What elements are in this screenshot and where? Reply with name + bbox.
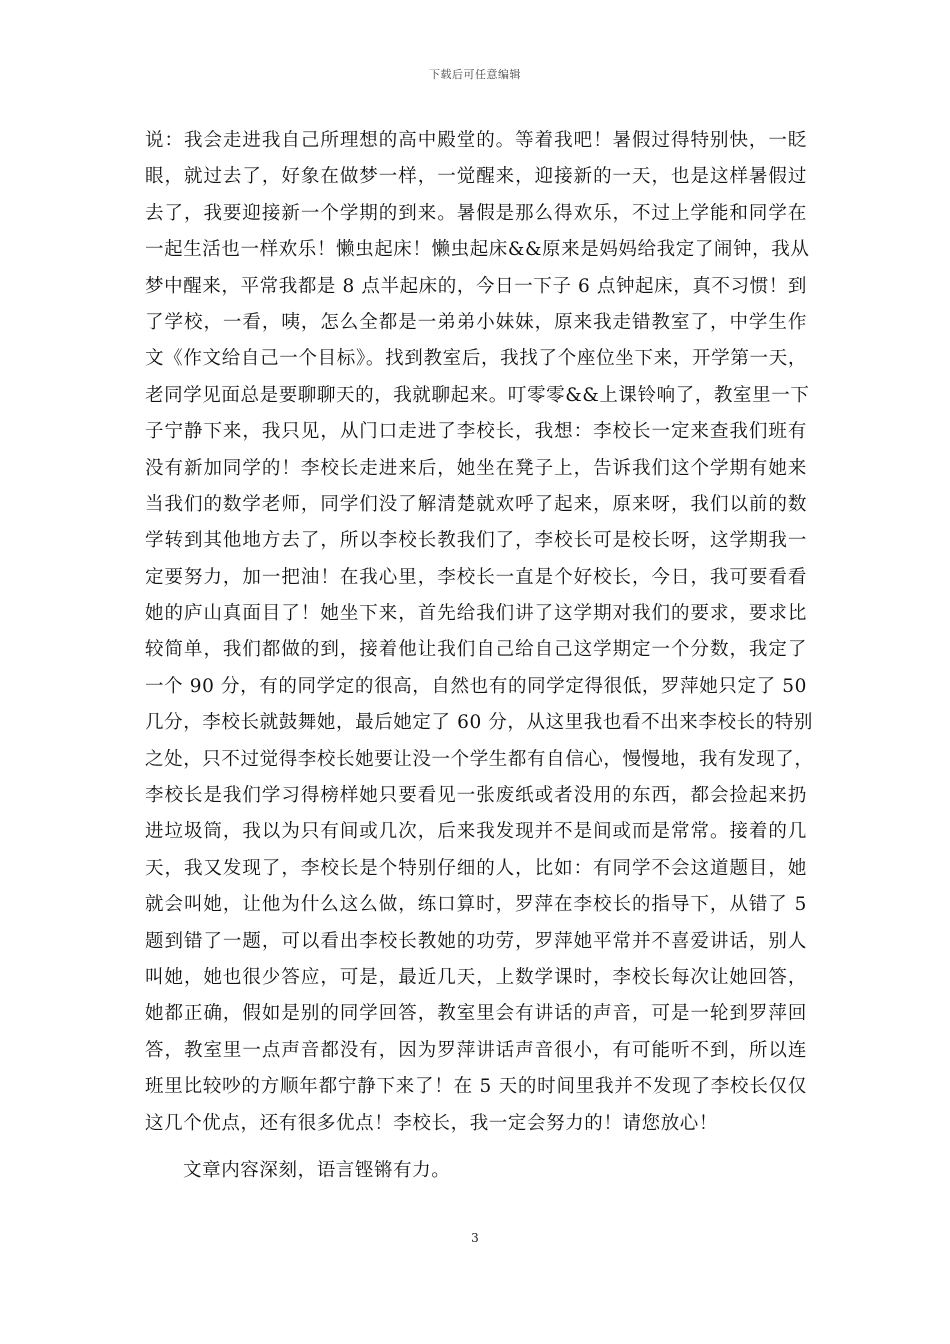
text-line: 子宁静下来，我只见，从门口走进了李校长，我想：李校长一定来查我们班有 [145, 421, 807, 443]
closing-paragraph: 文章内容深刻，语言铿锵有力。 [183, 1160, 451, 1181]
page-header: 下载后可任意编辑 [429, 68, 521, 81]
text-line: 一个 90 分，有的同学定的很高，自然也有的同学定得很低，罗萍她只定了 50 [145, 675, 807, 697]
text-line: 说：我会走进我自己所理想的高中殿堂的。等着我吧！暑假过得特别快，一眨 [145, 130, 807, 151]
text-line: 班里比较吵的方顺年都宁静下来了！在 5 天的时间里我并不发现了李校长仅仅 [145, 1076, 807, 1098]
text-line: 之处，只不过觉得李校长她要让没一个学生都有自信心，慢慢地，我有发现了， [145, 748, 814, 770]
body-text [145, 123, 814, 1142]
text-line: 当我们的数学老师，同学们没了解清楚就欢呼了起来，原来呀，我们以前的数 [145, 493, 807, 515]
text-line: 一起生活也一样欢乐！懒虫起床！懒虫起床&&原来是妈妈给我定了闹钟，我从 [145, 239, 810, 261]
text-line: 进垃圾筒，我以为只有间或几次，后来我发现并不是间或而是常常。接着的几 [145, 821, 807, 843]
text-line: 定要努力，加一把油！在我心里，李校长一直是个好校长，今日，我可要看看 [145, 566, 807, 588]
text-line: 她的庐山真面目了！她坐下来，首先给我们讲了这学期对我们的要求，要求比 [145, 603, 807, 625]
text-line: 她都正确，假如是别的同学回答，教室里会有讲话的声音，可是一轮到罗萍回 [145, 1003, 807, 1025]
text-line: 学转到其他地方去了，所以李校长教我们了，李校长可是校长呀，这学期我一 [145, 530, 807, 552]
text-line: 李校长是我们学习得榜样她只要看见一张废纸或者没用的东西，都会捡起来扔 [145, 785, 807, 807]
page-number: 3 [471, 1231, 479, 1245]
text-line: 较简单，我们都做的到，接着他让我们自己给自己这学期定一个分数，我定了 [145, 639, 807, 661]
text-line: 文《作文给自己一个目标》。找到教室后，我找了个座位坐下来，开学第一天， [145, 348, 807, 370]
text-line: 老同学见面总是要聊聊天的，我就聊起来。叮零零&&上课铃响了，教室里一下 [145, 384, 810, 406]
text-line: 去了，我要迎接新一个学期的到来。暑假是那么得欢乐，不过上学能和同学在 [145, 202, 807, 224]
text-line: 梦中醒来，平常我都是 8 点半起床的，今日一下子 6 点钟起床，真不习惯！到 [145, 275, 807, 297]
text-line: 几分，李校长就鼓舞她，最后她定了 60 分，从这里我也看不出来李校长的特别 [145, 712, 814, 734]
text-line: 天，我又发现了，李校长是个特别仔细的人，比如：有同学不会这道题目，她 [145, 857, 807, 879]
text-line: 这几个优点，还有很多优点！李校长，我一定会努力的！请您放心！ [145, 1112, 719, 1134]
text-line: 了学校，一看，咦，怎么全都是一弟弟小妹妹，原来我走错教室了，中学生作 [145, 311, 807, 333]
text-line: 叫她，她也很少答应，可是，最近几天，上数学课时，李校长每次让她回答， [145, 966, 807, 988]
text-line: 题到错了一题，可以看出李校长教她的功劳，罗萍她平常并不喜爱讲话，别人 [145, 930, 807, 952]
text-line: 眼，就过去了，好象在做梦一样，一觉醒来，迎接新的一天，也是这样暑假过 [145, 166, 807, 188]
text-line: 没有新加同学的！李校长走进来后，她坐在凳子上，告诉我们这个学期有她来 [145, 457, 807, 479]
text-line: 答，教室里一点声音都没有，因为罗萍讲话声音很小，有可能听不到，所以连 [145, 1039, 807, 1061]
text-line: 就会叫她，让他为什么这么做，练口算时，罗萍在李校长的指导下，从错了 5 [145, 894, 807, 916]
